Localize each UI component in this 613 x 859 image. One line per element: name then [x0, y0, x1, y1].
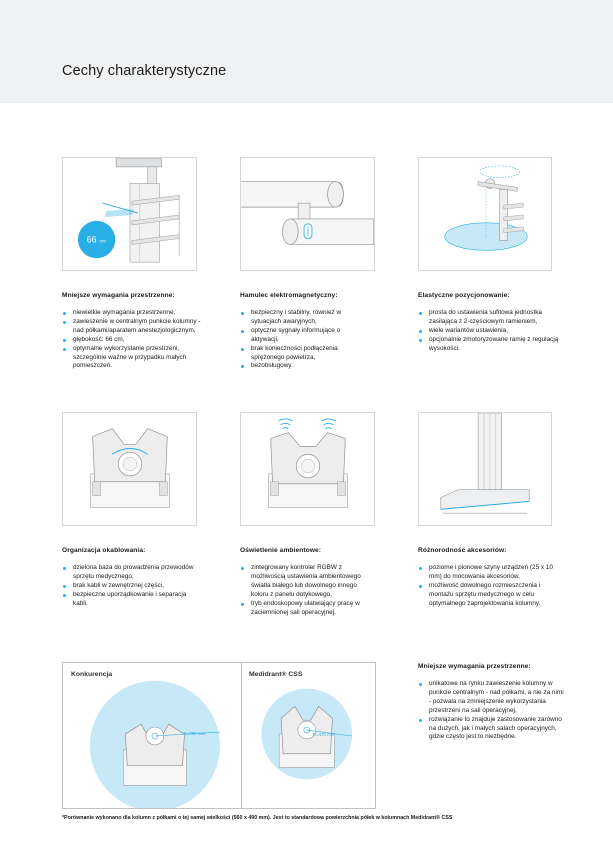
list-item: optyczne sygnały informujące o aktywacji,	[240, 327, 368, 345]
feature-list-accessories	[418, 564, 563, 609]
accessories-drawing	[419, 413, 551, 525]
list-item: poziome i pionowe szyny urządzeń (25 x 10 mm) do mocowania akcesoriów,	[418, 564, 563, 582]
comparison-panel	[62, 662, 376, 809]
page-title: Cechy charakterystyczne	[62, 63, 227, 79]
list-item: głębokość: 66 cm,	[62, 336, 212, 345]
illustration-positioning	[418, 157, 552, 271]
positioning-drawing	[419, 158, 551, 270]
column-depth-drawing	[63, 158, 196, 270]
list-item: tryb endoskopowy ułatwiający pracę w zaciemnionej sali operacyjnej.	[240, 600, 365, 618]
feature-title-accessories: Różnorodność akcesoriów:	[418, 547, 507, 554]
illustration-cabling	[62, 412, 197, 526]
depth-badge-value: 66	[86, 234, 97, 245]
illustration-brake	[240, 157, 375, 271]
illustration-ambient-light	[240, 412, 375, 526]
feature-title-space-2: Mniejsze wymagania przestrzenne:	[418, 663, 531, 670]
radius-left-label: R=700 mm	[183, 731, 206, 737]
list-item: możliwość dowolnego rozmieszczenia i montażu sprzętu medycznego w celu optymalnego zaprojektowania kolumny.	[418, 582, 563, 609]
header-band	[0, 0, 613, 103]
feature-list-space-2	[418, 680, 566, 742]
illustration-accessories	[418, 412, 552, 526]
comparison-drawing	[63, 663, 375, 808]
feature-title-brake: Hamulec elektromagnetyczny:	[240, 292, 338, 299]
feature-list-space	[62, 309, 212, 371]
feature-title-ambient: Oświetlenie ambientowe:	[240, 547, 322, 554]
illustration-column-depth	[62, 157, 197, 271]
list-item: prosta do ustawienia sufitowa jednostka zasilająca z 2-częściowym ramieniem,	[418, 309, 568, 327]
list-item: bezpieczne uporządkowanie i separacja kabli.	[62, 591, 202, 609]
list-item: rozwiązanie to znajduje zastosowanie zarówno na dużych, jak i małych salach operacyjnych, gdzie często jest to niezbędne.	[418, 716, 566, 743]
feature-list-ambient	[240, 564, 365, 617]
brake-drawing	[241, 158, 374, 270]
feature-title-positioning: Elastyczne pozycjonowanie:	[418, 292, 510, 299]
list-item: zawieszenie w centralnym punkcie kolumny - nad półkami/aparatem anestezjologicznym,	[62, 318, 212, 336]
ambient-light-drawing	[241, 413, 374, 525]
list-item: dzielona baza do prowadzenia przewodów sprzętu medycznego,	[62, 564, 202, 582]
radius-right-label: R=470 mm	[312, 731, 335, 737]
list-item: brak kabli w zewnętrznej części,	[62, 582, 202, 591]
list-item: bezobsługowy.	[240, 362, 368, 371]
feature-list-positioning	[418, 309, 568, 354]
list-item: zintegrowany kontroler RGBW z możliwością ustawienia ambientowego światła białego lub dowolnego innego koloru z panelu dotykowego,	[240, 564, 365, 600]
feature-list-brake	[240, 309, 368, 371]
depth-badge-unit: cm	[99, 239, 107, 245]
comparison-right-label: Medidrant® CSS	[249, 671, 303, 678]
list-item: wiele wariantów ustawienia,	[418, 327, 568, 336]
list-item: optymalne wykorzystanie przestrzeni, szczególnie ważne w przypadku małych pomieszczeń.	[62, 345, 212, 372]
list-item: unikatowe na rynku zawieszenie kolumny w punkcie centralnym - nad półkami, a nie za nimi - pozwala na zmniejszenie wykorzystania przestrzeni na sali operacyjnej,	[418, 680, 566, 716]
list-item: bezpieczny i stabilny, również w sytuacjach awaryjnych,	[240, 309, 368, 327]
list-item: opcjonalnie zmotoryzowane ramię z regulacją wysokości.	[418, 336, 568, 354]
feature-title-cabling: Organizacja okablowania:	[62, 547, 146, 554]
cabling-drawing	[63, 413, 196, 525]
feature-title-space: Mniejsze wymagania przestrzenne:	[62, 292, 175, 299]
footnote: *Porównanie wykonano dla kolumn z półkami o tej samej wielkości (560 x 490 mm). Jest to standardowa powierzchnia półek w kolumnach Medidrant® CSS	[62, 815, 453, 821]
feature-list-cabling	[62, 564, 202, 609]
comparison-left-label: Konkurencja	[71, 671, 113, 678]
list-item: niewielkie wymagania przestrzenne,	[62, 309, 212, 318]
list-item: brak konieczności podłączenia sprężonego powietrza,	[240, 345, 368, 363]
